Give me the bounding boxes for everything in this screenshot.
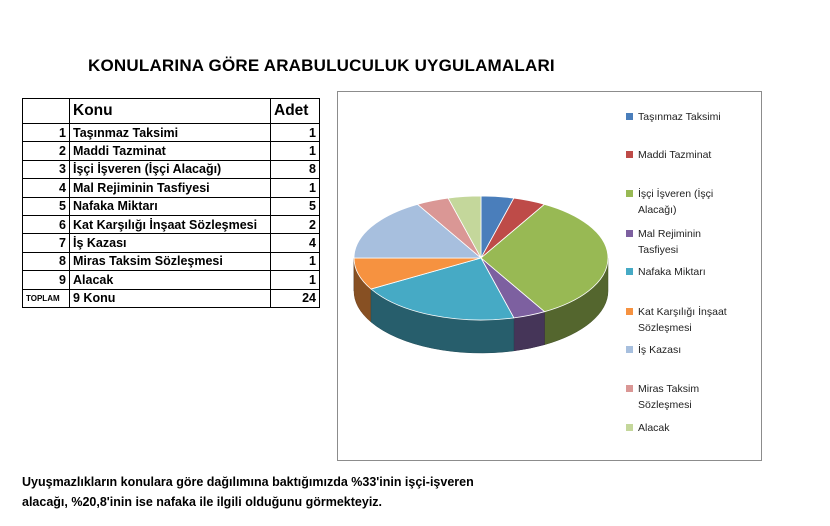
row-adet: 2 xyxy=(271,215,320,233)
legend-label xyxy=(638,342,763,358)
legend-label xyxy=(638,420,763,436)
row-index: 2 xyxy=(23,142,70,160)
legend-label-line: Tasfiyesi xyxy=(638,244,679,256)
legend-label xyxy=(638,304,763,336)
row-konu: İş Kazası xyxy=(70,234,271,252)
legend-label-line: Kat Karşılığı İnşaat xyxy=(638,306,727,318)
row-adet: 5 xyxy=(271,197,320,215)
row-adet: 4 xyxy=(271,234,320,252)
row-index: 8 xyxy=(23,252,70,270)
total-label: TOPLAM xyxy=(23,289,70,307)
row-index: 7 xyxy=(23,234,70,252)
row-konu: Taşınmaz Taksimi xyxy=(70,124,271,142)
table-row xyxy=(23,142,320,160)
row-index: 3 xyxy=(23,160,70,178)
legend-item xyxy=(626,381,763,413)
legend-swatch xyxy=(626,268,633,275)
row-konu: Alacak xyxy=(70,271,271,289)
legend-label-line: Sözleşmesi xyxy=(638,322,692,334)
table-row xyxy=(23,197,320,215)
legend-item xyxy=(626,147,763,163)
row-adet: 1 xyxy=(271,252,320,270)
table-row xyxy=(23,179,320,197)
legend-swatch xyxy=(626,113,633,120)
subject-table xyxy=(22,98,320,308)
legend-label-line: İşçi İşveren (İşçi xyxy=(638,188,714,200)
legend-item xyxy=(626,420,763,436)
legend-item xyxy=(626,109,763,125)
total-row xyxy=(23,289,320,307)
row-konu: Nafaka Miktarı xyxy=(70,197,271,215)
row-index: 1 xyxy=(23,124,70,142)
legend-swatch xyxy=(626,151,633,158)
legend-item xyxy=(626,186,763,218)
table-row xyxy=(23,271,320,289)
legend-swatch xyxy=(626,190,633,197)
legend-label-line: Nafaka Miktarı xyxy=(638,266,706,278)
legend-label-line: Taşınmaz Taksimi xyxy=(638,111,721,123)
legend-item xyxy=(626,342,763,358)
header-konu: Konu xyxy=(70,99,271,124)
legend-label xyxy=(638,109,763,125)
legend-label-line: Maddi Tazminat xyxy=(638,149,712,161)
legend-label-line: Alacak xyxy=(638,422,670,434)
row-index: 9 xyxy=(23,271,70,289)
row-konu: Miras Taksim Sözleşmesi xyxy=(70,252,271,270)
legend-item xyxy=(626,264,763,280)
total-adet: 24 xyxy=(271,289,320,307)
row-adet: 1 xyxy=(271,142,320,160)
row-adet: 1 xyxy=(271,179,320,197)
row-adet: 1 xyxy=(271,271,320,289)
legend-item xyxy=(626,304,763,336)
legend-label xyxy=(638,226,763,258)
summary-line-1: Uyuşmazlıkların konulara göre dağılımına baktığımızda %33'inin işçi-işveren xyxy=(22,475,474,489)
header-index xyxy=(23,99,70,124)
legend-label-line: Sözleşmesi xyxy=(638,399,692,411)
table-row xyxy=(23,252,320,270)
row-adet: 1 xyxy=(271,124,320,142)
row-konu: Kat Karşılığı İnşaat Sözleşmesi xyxy=(70,215,271,233)
legend-swatch xyxy=(626,385,633,392)
legend-label xyxy=(638,147,763,163)
table-header-row xyxy=(23,99,320,124)
table-row xyxy=(23,215,320,233)
table-row xyxy=(23,234,320,252)
row-index: 6 xyxy=(23,215,70,233)
legend-swatch xyxy=(626,308,633,315)
legend-label xyxy=(638,186,763,218)
legend-swatch xyxy=(626,346,633,353)
legend-label-line: Alacağı) xyxy=(638,204,677,216)
legend-label xyxy=(638,381,763,413)
legend-label xyxy=(638,264,763,280)
legend-item xyxy=(626,226,763,258)
row-index: 5 xyxy=(23,197,70,215)
total-konu: 9 Konu xyxy=(70,289,271,307)
legend-label-line: İş Kazası xyxy=(638,344,682,356)
row-konu: İşçi İşveren (İşçi Alacağı) xyxy=(70,160,271,178)
row-konu: Mal Rejiminin Tasfiyesi xyxy=(70,179,271,197)
header-adet: Adet xyxy=(271,99,320,124)
row-adet: 8 xyxy=(271,160,320,178)
legend-label-line: Miras Taksim xyxy=(638,383,700,395)
table-row xyxy=(23,160,320,178)
legend-label-line: Mal Rejiminin xyxy=(638,228,702,240)
summary-line-2: alacağı, %20,8'inin ise nafaka ile ilgili olduğunu görmekteyiz. xyxy=(22,495,383,509)
legend-swatch xyxy=(626,424,633,431)
row-konu: Maddi Tazminat xyxy=(70,142,271,160)
legend-swatch xyxy=(626,230,633,237)
summary-note xyxy=(22,472,542,512)
row-index: 4 xyxy=(23,179,70,197)
page-title: KONULARINA GÖRE ARABULUCULUK UYGULAMALARI xyxy=(88,56,555,75)
table-row xyxy=(23,124,320,142)
